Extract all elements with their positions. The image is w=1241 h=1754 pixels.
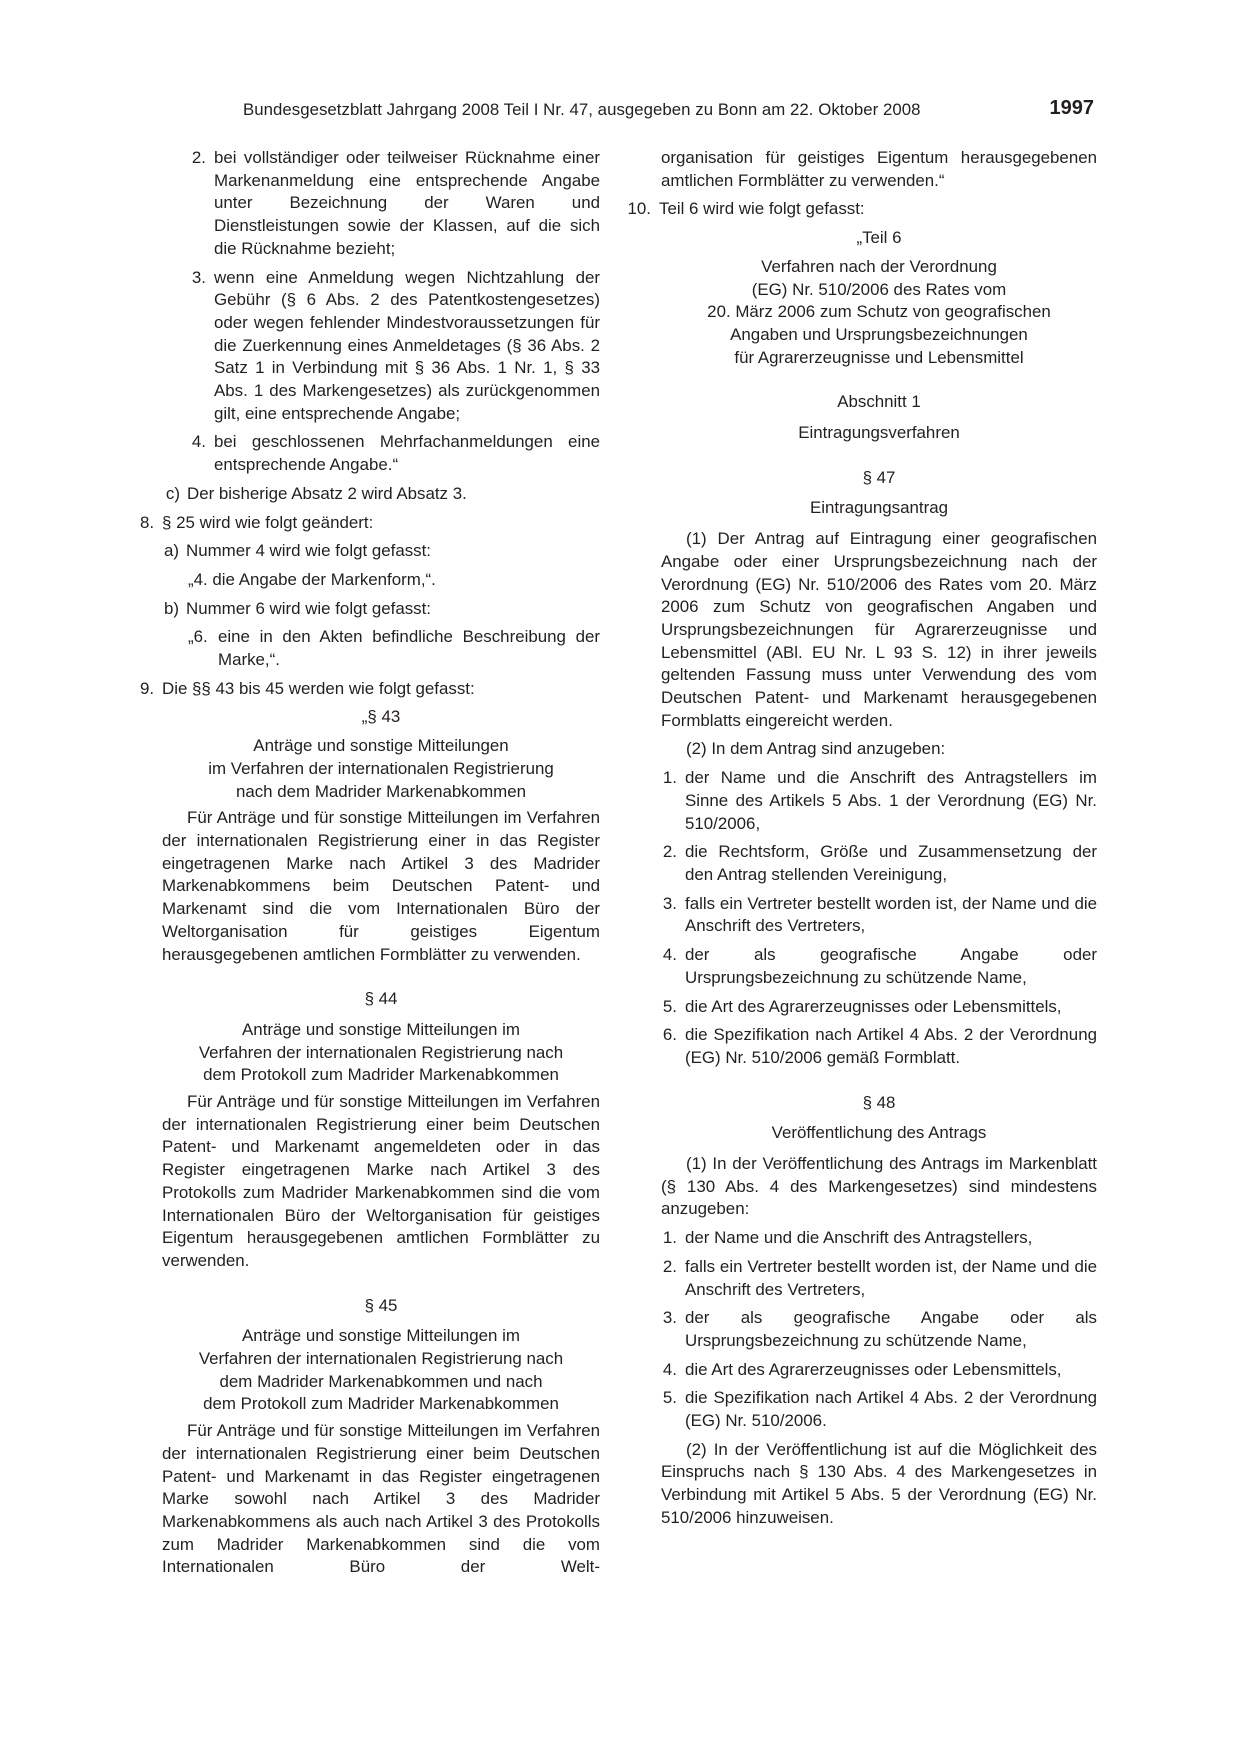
paragraph: (1) In der Veröffentlichung des Antrags im Markenblatt (§ 130 Abs. 4 des Markengesetzes) sind mindestens anzugeben: <box>661 1154 1097 1219</box>
item-number: 1. <box>662 768 677 788</box>
item-number: 4. <box>191 432 206 452</box>
list-item <box>140 540 600 563</box>
gazette-title: Bundesgesetzblatt Jahrgang 2008 Teil I Nr. 47, ausgegeben zu Bonn am 22. Oktober 2008 <box>243 100 921 119</box>
section-name: Eintragungsantrag <box>809 498 949 518</box>
item-number: 10. <box>627 199 651 219</box>
item-number: „6. <box>188 627 208 647</box>
heading-line: Anträge und sonstige Mitteilungen im <box>242 1326 520 1346</box>
item-number: 5. <box>662 1388 677 1408</box>
chapter-name: Eintragungsverfahren <box>798 423 960 443</box>
item-number: 1. <box>662 1228 677 1248</box>
list-item <box>627 1024 1097 1069</box>
list-item <box>140 483 600 506</box>
page-header <box>0 97 1241 127</box>
section-title: § 45 <box>364 1295 398 1315</box>
heading-line: Verfahren nach der Verordnung <box>761 256 997 276</box>
item-text: eine in den Akten befindliche Beschreibung der Marke,“. <box>218 627 600 670</box>
item-text: bei geschlossenen Mehrfachanmeldungen eine entsprechende Angabe.“ <box>214 432 600 475</box>
heading-line: für Agrarerzeugnisse und Lebensmittel <box>734 347 1024 367</box>
paragraph: (2) In dem Antrag sind anzugeben: <box>686 739 946 759</box>
item-text: die Art des Agrarerzeugnisses oder Lebensmittels, <box>685 996 1062 1016</box>
item-number: 6. <box>662 1025 677 1045</box>
list-item <box>627 767 1097 835</box>
part-heading <box>627 256 1097 370</box>
section-title: § 44 <box>364 989 398 1009</box>
list-item <box>627 198 1097 221</box>
continued-text: organisation für geistiges Eigentum herausgegebenen amtlichen Formblätter zu verwenden.“ <box>661 148 1097 190</box>
list-item <box>627 1387 1097 1432</box>
item-text: falls ein Vertreter bestellt worden ist, der Name und die Anschrift des Vertreters, <box>685 893 1097 936</box>
section-body: Für Anträge und für sonstige Mitteilungen im Verfahren der internationalen Registrierung einer beim Deutschen Patent- und Markenamt angemeldeten oder in das Register eingetragenen Marke nach Artikel 3 des Protokolls zum Madrider Markenabkommen sind die vom Internationalen Büro der Weltorganisation für geistiges Eigentum herausgegebenen amtlichen Formblätter zu verwenden. <box>162 1092 600 1270</box>
section-heading <box>140 1325 600 1416</box>
heading-line: dem Protokoll zum Madrider Markenabkommen <box>203 1394 559 1414</box>
list-item <box>627 893 1097 938</box>
item-number: 9. <box>140 678 155 698</box>
item-text: falls ein Vertreter bestellt worden ist, der Name und die Anschrift des Vertreters, <box>685 1256 1097 1299</box>
left-column <box>140 147 600 1579</box>
item-text: die Spezifikation nach Artikel 4 Abs. 2 der Verordnung (EG) Nr. 510/2006 gemäß Formblatt. <box>685 1025 1097 1067</box>
right-column <box>627 147 1097 1530</box>
list-item <box>627 1256 1097 1301</box>
part-title: „Teil 6 <box>856 228 902 248</box>
list-item <box>140 512 600 535</box>
section-heading <box>140 735 600 803</box>
heading-line: dem Madrider Markenabkommen und nach <box>219 1371 543 1391</box>
heading-line: Anträge und sonstige Mitteilungen <box>253 736 509 756</box>
item-number: 8. <box>140 512 155 532</box>
page-number: 1997 <box>1049 97 1094 119</box>
list-item <box>627 841 1097 886</box>
item-text: Die §§ 43 bis 45 werden wie folgt gefasst: <box>162 678 475 698</box>
list-item <box>627 996 1097 1019</box>
item-number: b) <box>163 598 179 618</box>
item-text: die Spezifikation nach Artikel 4 Abs. 2 der Verordnung (EG) Nr. 510/2006. <box>685 1388 1097 1431</box>
section-heading <box>140 1019 600 1087</box>
list-item <box>627 1307 1097 1352</box>
item-text: der als geografische Angabe oder Ursprungsbezeichnung zu schützende Name, <box>685 945 1097 987</box>
item-number: 4. <box>662 1359 677 1379</box>
item-text: die Rechtsform, Größe und Zusammensetzung der den Antrag stellenden Vereinigung, <box>685 842 1097 884</box>
list-item <box>627 1359 1097 1382</box>
heading-line: (EG) Nr. 510/2006 des Rates vom <box>751 279 1007 299</box>
list-item <box>627 944 1097 989</box>
list-item <box>140 147 600 261</box>
item-number: 2. <box>662 1256 677 1276</box>
item-number: 3. <box>662 1308 677 1328</box>
item-number: 2. <box>662 842 677 862</box>
item-number: 2. <box>191 148 206 167</box>
section-name: Veröffentlichung des Antrags <box>771 1123 987 1143</box>
section-body: Für Anträge und für sonstige Mitteilungen im Verfahren der internationalen Registrierung einer in das Register eingetragenen Marke nach Artikel 3 des Madrider Markenabkommens beim Deutschen Patent- und Markenamt sind die vom Internationalen Büro der Weltorganisation für geistiges Eigentum herausgegebenen amtlichen Formblätter zu verwenden. <box>162 808 600 964</box>
section-title: § 47 <box>862 467 896 487</box>
item-number: 5. <box>662 996 677 1016</box>
item-text: der Name und die Anschrift des Antragstellers im Sinne des Artikels 5 Abs. 1 der Verordnung (EG) Nr. 510/2006, <box>685 768 1097 833</box>
quoted-text: „4. die Angabe der Markenform,“. <box>188 569 436 589</box>
section-title: „§ 43 <box>361 707 401 727</box>
heading-line: 20. März 2006 zum Schutz von geografischen <box>707 302 1051 322</box>
quoted-text <box>140 626 600 671</box>
item-text: bei vollständiger oder teilweiser Rücknahme einer Markenanmeldung eine entsprechende Angabe unter Bezeichnung der Waren und Dienstleistungen sowie der Klassen, auf die sich die Rücknahme bezieht; <box>214 148 600 258</box>
heading-line: im Verfahren der internationalen Registrierung <box>208 758 554 778</box>
item-text: Der bisherige Absatz 2 wird Absatz 3. <box>187 483 467 503</box>
item-number: 4. <box>662 945 677 965</box>
item-number: a) <box>163 541 179 561</box>
item-number: 3. <box>191 267 206 287</box>
chapter-title: Abschnitt 1 <box>837 392 921 412</box>
item-text: Teil 6 wird wie folgt gefasst: <box>659 199 865 219</box>
heading-line: Angaben und Ursprungsbezeichnungen <box>730 324 1028 344</box>
list-item <box>140 598 600 621</box>
heading-line: Anträge und sonstige Mitteilungen im <box>242 1019 520 1039</box>
heading-line: dem Protokoll zum Madrider Markenabkommen <box>203 1065 559 1085</box>
item-number: c) <box>165 483 180 503</box>
item-text: Nummer 6 wird wie folgt gefasst: <box>186 598 431 618</box>
heading-line: Verfahren der internationalen Registrierung nach <box>198 1042 564 1062</box>
heading-line: nach dem Madrider Markenabkommen <box>235 781 527 801</box>
item-text: Nummer 4 wird wie folgt gefasst: <box>186 541 431 561</box>
item-text: der als geografische Angabe oder als Ursprungsbezeichnung zu schützende Name, <box>685 1308 1097 1350</box>
list-item <box>140 431 600 476</box>
paragraph: (1) Der Antrag auf Eintragung einer geografischen Angabe oder einer Ursprungsbezeichnung nach der Verordnung (EG) Nr. 510/2006 des Rates vom 20. März 2006 zum Schutz von geografischen Angaben und Ursprungsbezeichnungen für Agrarerzeugnisse und Lebensmittel (ABl. EU Nr. L 93 S. 12) in ihrer jeweils geltenden Fassung muss unter Verwendung des vom Deutschen Patent- und Markenamt herausgegebenen Formblatts eingereicht werden. <box>661 529 1097 730</box>
item-text: wenn eine Anmeldung wegen Nichtzahlung der Gebühr (§ 6 Abs. 2 des Patentkostengesetzes) oder wegen fehlender Mindestvoraussetzungen für die Zuerkennung eines Anmeldetages (§ 36 Abs. 2 Satz 1 in Verbindung mit § 36 Abs. 1 Nr. 1, § 33 Abs. 1 des Markengesetzes) als zurückgenommen gilt, eine entsprechende Angabe; <box>214 267 600 423</box>
list-item <box>140 678 600 701</box>
list-item <box>140 267 600 426</box>
item-number: 3. <box>662 893 677 913</box>
section-body: Für Anträge und für sonstige Mitteilungen im Verfahren der internationalen Registrierung einer beim Deutschen Patent- und Markenamt in das Register eingetragenen Marke sowohl nach Artikel 3 des Madrider Markenabkommens als auch nach Artikel 3 des Protokolls zum Madrider Markenabkommen sind die vom Internationalen Büro der Welt- <box>162 1421 600 1577</box>
item-text: § 25 wird wie folgt geändert: <box>162 512 374 532</box>
item-text: der Name und die Anschrift des Antragstellers, <box>685 1228 1033 1248</box>
paragraph: (2) In der Veröffentlichung ist auf die Möglichkeit des Einspruchs nach § 130 Abs. 4 des Markengesetzes in Verbindung mit Artikel 5 Abs. 5 der Verordnung (EG) Nr. 510/2006 hinzuweisen. <box>661 1439 1097 1527</box>
list-item <box>627 1227 1097 1250</box>
section-title: § 48 <box>862 1092 896 1112</box>
item-text: die Art des Agrarerzeugnisses oder Lebensmittels, <box>685 1359 1062 1379</box>
heading-line: Verfahren der internationalen Registrierung nach <box>198 1349 564 1369</box>
